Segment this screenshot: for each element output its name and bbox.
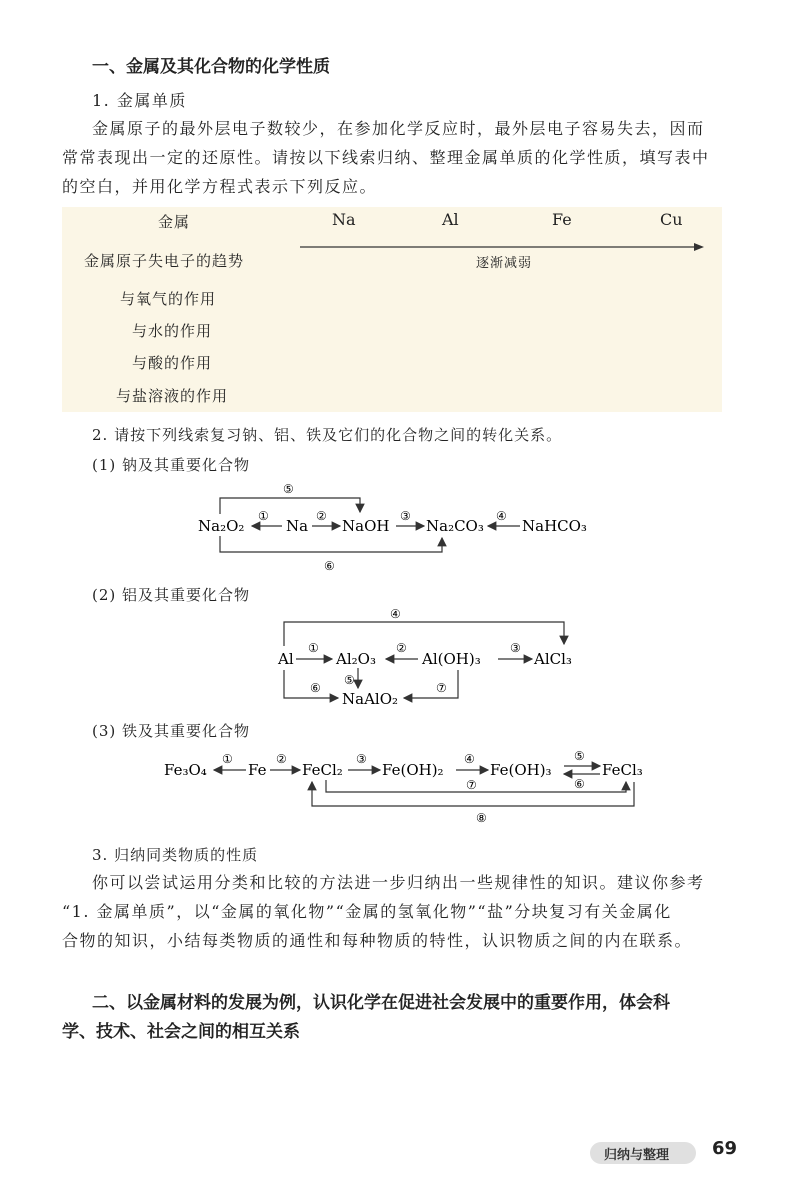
- fe-step-7: ⑦: [466, 778, 477, 792]
- metal-fe: Fe: [552, 210, 572, 229]
- fe-step-3: ③: [356, 752, 367, 766]
- page-number: 69: [712, 1138, 738, 1159]
- na-step-3: ③: [400, 509, 411, 523]
- al-species-alcl3: AlCl₃: [534, 650, 572, 668]
- fe-step-8: ⑧: [476, 811, 487, 825]
- al-step-1: ①: [308, 641, 319, 655]
- na-step-6: ⑥: [324, 559, 335, 573]
- na-species-na2co3: Na₂CO₃: [426, 517, 484, 535]
- al-step-2: ②: [396, 641, 407, 655]
- fe-step-2: ②: [276, 752, 287, 766]
- para1-line1: 金属原子的最外层电子数较少，在参加化学反应时，最外层电子容易失去，因而: [92, 119, 705, 138]
- row-oxygen: 与氧气的作用: [120, 290, 217, 308]
- row-salt-solution: 与盐溶液的作用: [116, 387, 229, 405]
- section2-title-line1: 二、以金属材料的发展为例，认识化学在促进社会发展中的重要作用，体会科: [92, 993, 670, 1013]
- fe-species-fe: Fe: [248, 761, 267, 779]
- fe-step-6: ⑥: [574, 777, 585, 791]
- row-water: 与水的作用: [132, 322, 213, 340]
- al-species-naalo2: NaAlO₂: [342, 690, 399, 708]
- fe-conversion-diagram: [160, 740, 660, 830]
- chapter-label: 归纳与整理: [604, 1148, 670, 1163]
- na-step-5: ⑤: [283, 482, 294, 496]
- al-conversion-diagram: [272, 604, 592, 714]
- na-title: (1) 钠及其重要化合物: [92, 456, 251, 474]
- fe-title: (3) 铁及其重要化合物: [92, 722, 251, 740]
- table-header-label: 金属: [158, 213, 191, 231]
- na-step-4: ④: [496, 509, 507, 523]
- para3-line1: 你可以尝试运用分类和比较的方法进一步归纳出一些规律性的知识。建议你参考: [92, 873, 705, 892]
- al-arrow-7: [404, 670, 458, 698]
- al-step-5: ⑤: [344, 673, 355, 687]
- metal-al: Al: [442, 210, 459, 229]
- na-species-na: Na: [286, 517, 309, 535]
- al-title: (2) 铝及其重要化合物: [92, 586, 251, 604]
- metal-na: Na: [332, 210, 356, 229]
- para3-line3: 合物的知识，小结每类物质的通性和每种物质的特性，认识物质之间的内在联系。: [62, 931, 693, 950]
- fe-species-fecl3: FeCl₃: [602, 761, 643, 779]
- na-species-na2o2: Na₂O₂: [198, 517, 245, 535]
- fe-species-fe3o4: Fe₃O₄: [164, 761, 207, 779]
- metal-cu: Cu: [660, 210, 683, 229]
- na-arrow-6: [220, 536, 442, 552]
- na-conversion-diagram: [190, 478, 610, 576]
- section2-title-line2: 学、技术、社会之间的相互关系: [62, 1022, 300, 1042]
- sub2-title: 2. 请按下列线索复习钠、铝、铁及它们的化合物之间的转化关系。: [92, 426, 563, 444]
- na-step-2: ②: [316, 509, 327, 523]
- al-step-3: ③: [510, 641, 521, 655]
- sub3-title: 3. 归纳同类物质的性质: [92, 846, 259, 864]
- fe-species-feoh2: Fe(OH)₂: [382, 761, 444, 779]
- para1-line2: 常常表现出一定的还原性。请按以下线索归纳、整理金属单质的化学性质，填写表中: [62, 148, 710, 167]
- al-step-7: ⑦: [436, 681, 447, 695]
- para3-line2: “1. 金属单质”，以“金属的氧化物”“金属的氢氧化物”“盐”分块复习有关金属化: [62, 902, 672, 921]
- fe-step-4: ④: [464, 752, 475, 766]
- na-species-nahco3: NaHCO₃: [522, 517, 587, 535]
- fe-step-5: ⑤: [574, 749, 585, 763]
- al-species-al2o3: Al₂O₃: [336, 650, 376, 668]
- fe-species-fecl2: FeCl₂: [302, 761, 343, 779]
- row-electron-loss: 金属原子失电子的趋势: [84, 252, 245, 270]
- al-species-aloh3: Al(OH)₃: [422, 650, 481, 668]
- fe-step-1: ①: [222, 752, 233, 766]
- row-acid: 与酸的作用: [132, 354, 213, 372]
- na-species-naoh: NaOH: [342, 517, 390, 535]
- al-species-al: Al: [278, 650, 294, 668]
- sub1-title: 1. 金属单质: [92, 91, 187, 110]
- al-step-6: ⑥: [310, 681, 321, 695]
- fe-species-feoh3: Fe(OH)₃: [490, 761, 552, 779]
- na-step-1: ①: [258, 509, 269, 523]
- trend-label: 逐渐减弱: [476, 256, 533, 271]
- section1-title: 一、金属及其化合物的化学性质: [92, 57, 330, 77]
- na-arrow-5: [220, 498, 360, 514]
- al-arrow-4: [284, 622, 564, 646]
- al-step-4: ④: [390, 607, 401, 621]
- para1-line3: 的空白，并用化学方程式表示下列反应。: [62, 177, 378, 196]
